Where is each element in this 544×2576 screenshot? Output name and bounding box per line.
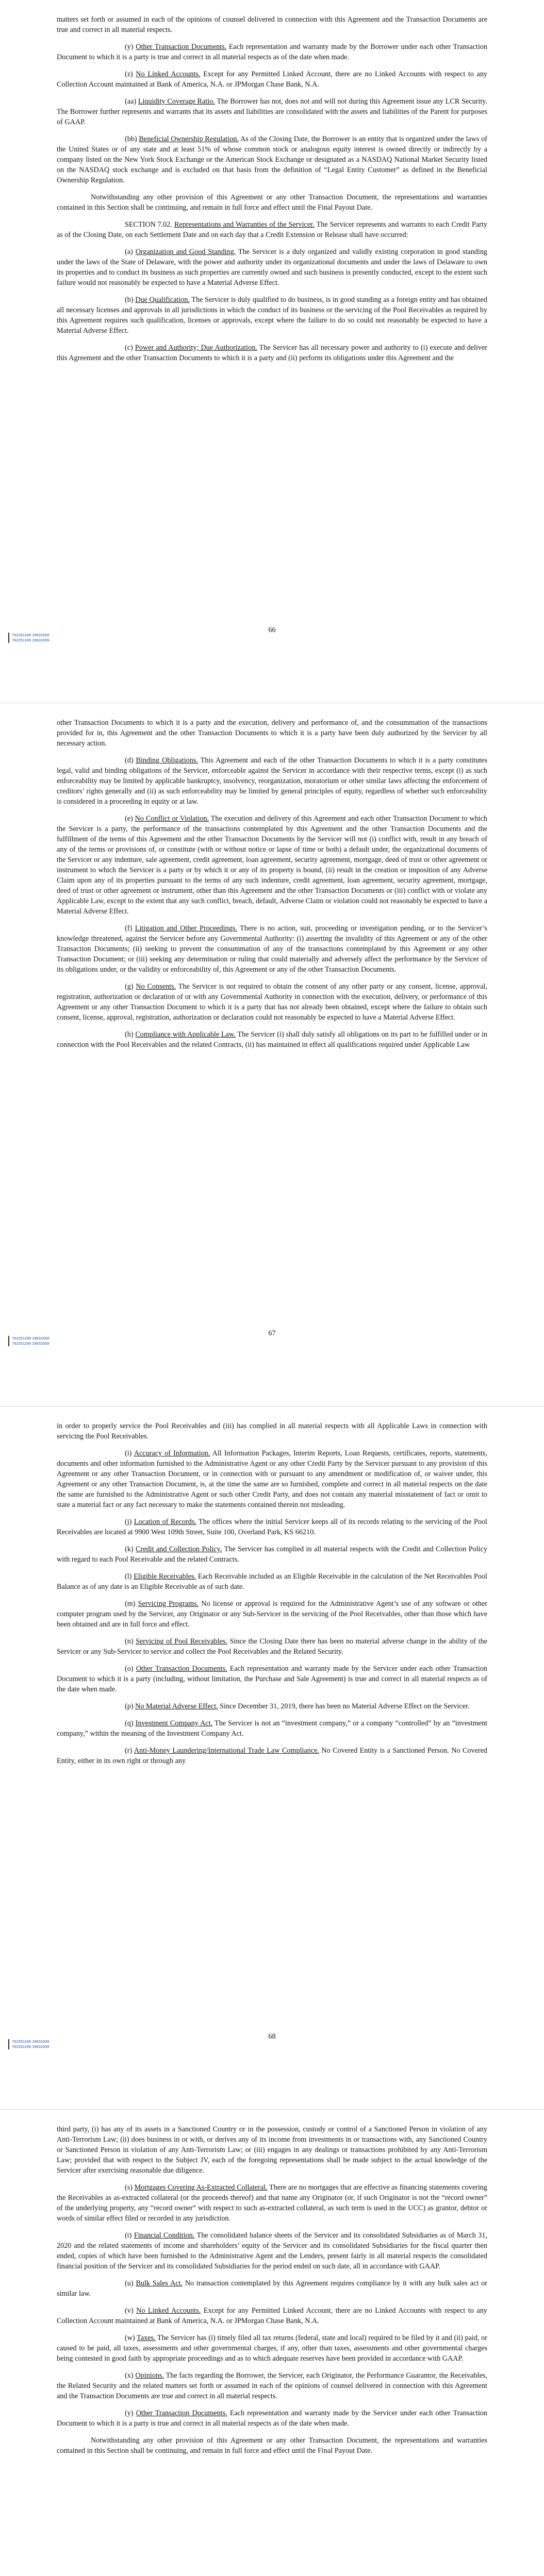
paragraph-text: The Servicer is duly qualified to do business, is in good standing as a foreign entity and has obtained all necessary licenses and approvals in all jurisdictions in which the conduct of its business or the servicing of the Pool Receivables as required by this Agreement requires such qualification, licenses or approvals, except where the failure to do so could not reasonably be expected to have a Material Adverse Effect. xyxy=(57,296,487,335)
paragraph-label: (m) xyxy=(125,1600,136,1608)
section-heading: Opinions. xyxy=(135,2371,164,2380)
paragraph xyxy=(57,1448,487,1510)
paragraph-text: The consolidated balance sheets of the Servicer and its consolidated Subsidiaries as of March 31, 2020 and the related statements of income and shareholders’ equity of the Servicer and its consolidated Subsidiaries for the fiscal quarter then ended, copies of which have been furnished to the Administrative Agent and the Lenders, present fairly in all material respects the consolidated financial position of the Servicer and its consolidated Subsidiaries for the period ended on such date, all in accordance with GAAP. xyxy=(57,2231,487,2270)
paragraph-text: The Servicer has (i) timely filed all tax returns (federal, state and local) required to be filed by it and (ii) paid, or caused to be paid, all taxes, assessments and other governmental charges, if any, other than taxes, assessments and other governmental charges being contested in good faith by appropriate proceedings and as to which adequate reserves have been provided in accordance with GAAP. xyxy=(57,2334,487,2363)
paragraph xyxy=(57,1421,487,1442)
paragraph xyxy=(57,755,487,807)
page-number: 66 xyxy=(268,626,276,634)
paragraph-text: The Servicer has complied in all material respects with the Credit and Collection Policy with regard to each Pool Receivable and the related Contracts. xyxy=(57,1545,487,1564)
section-heading: Anti-Money Laundering/International Trade Law Compliance. xyxy=(134,1747,319,1755)
paragraph-label: (a) xyxy=(125,248,133,256)
paragraph xyxy=(57,1664,487,1694)
paragraph xyxy=(57,96,487,127)
paragraph xyxy=(57,42,487,62)
paragraph-label: (n) xyxy=(125,1637,134,1646)
paragraph xyxy=(57,2278,487,2299)
paragraph-text: There is no action, suit, proceeding or investigation pending, or to the Servicer’s knowledge threatened, against the Servicer before any Governmental Authority: (i) asserting the invalidity of this Agreement or any of the other Transaction Documents; (ii) seeking to prevent the consummation of any of the transactions contemplated by this Agreement or any other Transaction Document; or (iii) seeking any determination or ruling that could materially and adversely affect the performance by the Servicer of its obligations under, or the validity or enforceability of, this Agreement or any of the other Transaction Documents. xyxy=(57,924,487,974)
paragraph-label: (y) xyxy=(125,2409,134,2417)
paragraph-label: (p) xyxy=(125,1702,134,1710)
section-heading: Mortgages Covering As-Extracted Collateral. xyxy=(134,2183,268,2192)
paragraph xyxy=(57,2435,487,2456)
section-heading: Due Qualification. xyxy=(135,296,190,304)
paragraph xyxy=(57,923,487,975)
paragraph-text: Since December 31, 2019, there has been no Material Adverse Effect on the Servicer. xyxy=(218,1702,470,1710)
section-heading: Location of Records. xyxy=(134,1518,196,1526)
paragraph-label: (g) xyxy=(125,982,134,991)
paragraph-label: (h) xyxy=(125,1030,134,1039)
paragraph-label: SECTION 7.02. xyxy=(125,221,172,229)
paragraph-text: Each representation and warranty made by the Servicer under each other Transaction Document to which it is a party (including, without limitation, the Purchase and Sale Agreement) is true and correct in all material respects as of the date when made. xyxy=(57,1665,487,1693)
paragraph-label: (b) xyxy=(125,296,134,304)
paragraph xyxy=(57,2124,487,2176)
paragraph xyxy=(57,1599,487,1630)
paragraph-text: No transaction contemplated by this Agreement requires compliance by it with any bulk sales act or similar law. xyxy=(57,2279,487,2298)
paragraph-text: Each representation and warranty made by the Servicer under each other Transaction Document to which it is a party is true and correct in all material respects as of the date when made. xyxy=(57,2409,487,2428)
paragraph xyxy=(57,1544,487,1565)
paragraph xyxy=(57,1701,487,1711)
document-page xyxy=(0,1406,544,2110)
paragraph xyxy=(57,219,487,240)
paragraph-text: Except for any Permitted Linked Account, there are no Linked Accounts with respect to any Collection Account maintained at Bank of America, N.A. or JPMorgan Chase Bank, N.A. xyxy=(57,2307,487,2325)
paragraph-text: The Servicer has all necessary power and authority to (i) execute and deliver this Agreement and the other Transaction Documents to which it is a party and (ii) perform its obligations under this Agreement and the xyxy=(57,344,487,362)
paragraph xyxy=(57,69,487,90)
page-body xyxy=(57,14,487,630)
paragraph-text: The Servicer is not an “investment company,” or a company “controlled” by an “investment company,” within the meaning of the Investment Company Act. xyxy=(57,1719,487,1738)
section-heading: Investment Company Act. xyxy=(135,1719,213,1727)
section-heading: Servicing of Pool Receivables. xyxy=(136,1637,227,1646)
paragraph-text: Since the Closing Date there has been no material adverse change in the ability of the Servicer or any Sub-Servicer to service and collect the Pool Receivables and the Related Security. xyxy=(57,1637,487,1656)
paragraph-label: (bb) xyxy=(125,135,137,143)
paragraph-label: (u) xyxy=(125,2279,134,2287)
document-reference-line: 762251189 19631659 xyxy=(12,1336,50,1341)
paragraph-text: Notwithstanding any other provision of this Agreement or any other Transaction Document, the representations and warranties contained in this Section shall be continuing, and remain in full force and effect until the Final Payout Date. xyxy=(57,193,487,212)
paragraph-text: The execution and delivery of this Agreement and each other Transaction Document to which the Servicer is a party, the performance of the transactions contemplated by this Agreement and the other Transaction Documents and the fulfillment of the terms of this Agreement and the other Transaction Documents by the Servicer will not (i) conflict with, result in any breach of any of the terms or provisions of, or constitute (with or without notice or lapse of time or both) a default under, the organizational documents of the Servicer or any indenture, sale agreement, credit agreement, loan agreement, security agreement, mortgage, deed of trust or other agreement or instrument to which the Servicer is a party or by which it or any of its property is bound, (ii) result in the creation or imposition of any Adverse Claim upon any of its properties pursuant to the terms of any such indenture, credit agreement, loan agreement, security agreement, mortgage, deed of trust or other agreement or instrument, other than this Agreement and the other Transaction Documents or (iii) conflict with or violate any Applicable Law, except to the extent that any such conflict, breach, default, Adverse Claim or violation could not reasonably be expected to have a Material Adverse Effect. xyxy=(57,815,487,916)
paragraph-label: (j) xyxy=(125,1518,132,1526)
paragraph-text: As of the Closing Date, the Borrower is an entity that is organized under the laws of the United States or of any state and at least 51% of whose common stock or analogous equity interest is owned directly or indirectly by a company listed on the New York Stock Exchange or the American Stock Exchange or designated as a NASDAQ National Market Security listed on the NASDAQ stock exchange and is excluded on that basis from the definition of “Legal Entity Customer” as defined in the Beneficial Ownership Regulation. xyxy=(57,135,487,184)
section-heading: Taxes. xyxy=(137,2334,156,2342)
paragraph-text: No license or approval is required for the Administrative Agent’s use of any software or other computer program used by the Servicer, any Originator or any Sub-Servicer in the servicing of the Pool Receivables, other than those which have been obtained and are in full force and effect. xyxy=(57,1600,487,1629)
paragraph xyxy=(57,981,487,1023)
paragraph-label: (y) xyxy=(125,43,134,51)
paragraph-text: The Servicer is a duly organized and validly existing corporation in good standing under the laws of the State of Delaware, with the power and authority under its organizational documents and under the laws of Delaware to own its properties and to conduct its business as such properties are currently owned and such business is presently conducted, except to the extent such failure would not reasonably be expected to have a Material Adverse Effect. xyxy=(57,248,487,287)
page-number: 67 xyxy=(268,1329,276,1337)
section-heading: Compliance with Applicable Law. xyxy=(135,1030,236,1039)
paragraph-text: The Servicer (i) shall duly satisfy all obligations on its part to be fulfilled under or in connection with the Pool Receivables and the related Contracts, (ii) has maintained in effect all qualifications required under Applicable Law xyxy=(57,1030,487,1049)
paragraph-label: (aa) xyxy=(125,97,137,106)
paragraph-text: The offices where the initial Servicer keeps all of its records relating to the servicing of the Pool Receivables are located at 9900 West 109th Street, Suite 100, Overland Park, KS 66210. xyxy=(57,1518,487,1536)
paragraph-label: (d) xyxy=(125,756,134,765)
paragraph xyxy=(57,814,487,917)
document-page xyxy=(0,703,544,1406)
section-heading: Litigation and Other Proceedings. xyxy=(135,924,237,933)
paragraph-label: (x) xyxy=(125,2371,134,2380)
paragraph xyxy=(57,1745,487,1766)
paragraph-label: (s) xyxy=(125,2183,133,2192)
section-heading: Other Transaction Documents. xyxy=(136,1665,227,1673)
section-heading: Servicing Programs. xyxy=(138,1600,199,1608)
paragraph xyxy=(57,134,487,185)
document-reference-line: 762251189 19631659 xyxy=(12,638,50,642)
paragraph-label: (q) xyxy=(125,1719,134,1727)
paragraph-label: (i) xyxy=(125,1449,132,1458)
section-heading: Representations and Warranties of the Servicer. xyxy=(174,221,315,229)
paragraph xyxy=(57,247,487,288)
paragraph xyxy=(57,2408,487,2429)
section-heading: Other Transaction Documents. xyxy=(136,2409,227,2417)
document-reference-line: 762251189 19631659 xyxy=(12,2039,50,2044)
document-page xyxy=(0,0,544,703)
paragraph-text: in order to properly service the Pool Receivables and (iii) has complied in all material respects with all Applicable Laws in connection with servicing the Pool Receivables. xyxy=(57,1422,487,1440)
document-reference xyxy=(8,2039,49,2049)
section-heading: Eligible Receivables. xyxy=(134,1572,196,1581)
paragraph-text: The Borrower has not, does not and will not during this Agreement issue any LCR Security. The Borrower further represents and warrants that its assets and liabilities are consolidated with the assets and liabilities of the Parent for purposes of GAAP. xyxy=(57,97,487,126)
paragraph xyxy=(57,2182,487,2224)
paragraph xyxy=(57,295,487,336)
document-page xyxy=(0,2110,544,2576)
section-heading: Credit and Collection Policy. xyxy=(136,1545,222,1553)
document-reference-line: 762251189 19631659 xyxy=(12,2044,50,2049)
paragraph-text: Except for any Permitted Linked Account, there are no Linked Accounts with respect to any Collection Account maintained at Bank of America, N.A. or JPMorgan Chase Bank, N.A. xyxy=(57,70,487,89)
paragraph xyxy=(57,1571,487,1592)
section-heading: Bulk Sales Act. xyxy=(136,2279,183,2287)
section-heading: Accuracy of Information. xyxy=(134,1449,210,1458)
paragraph-label: (l) xyxy=(125,1572,132,1581)
section-heading: Beneficial Ownership Regulation. xyxy=(139,135,239,143)
paragraph-text: Notwithstanding any other provision of this Agreement or any other Transaction Document, the representations and warranties contained in this Section shall be continuing, and remain in full force and effect until the Final Payout Date. xyxy=(57,2436,487,2455)
paragraph xyxy=(57,14,487,35)
section-heading: Other Transaction Documents. xyxy=(136,43,227,51)
page-number: 68 xyxy=(268,2032,276,2041)
paragraph xyxy=(57,343,487,363)
paragraph-text: third party, (i) has any of its assets in a Sanctioned Country or in the possession, custody or control of a Sanctioned Person in violation of any Anti-Terrorism Law; (ii) does business in or with, or derives any of its income from investments in or transactions with, any Sanctioned Country or Sanctioned Person in violation of any Anti-Terrorism Law; or (iii) engages in any dealings or transactions prohibited by any Anti-Terrorism Law; provided that with respect to the Subject JV, each of the foregoing representations shall be made subject to the actual knowledge of the Servicer after exercising reasonable due diligence. xyxy=(57,2125,487,2175)
section-heading: No Linked Accounts. xyxy=(136,2307,201,2315)
paragraph xyxy=(57,718,487,749)
section-heading: Organization and Good Standing. xyxy=(135,248,236,256)
paragraph xyxy=(57,2370,487,2401)
paragraph-text: There are no mortgages that are effective as financing statements covering the Receivables as as-extracted collateral (or the proceeds thereof) and that name any Originator (or, if such Originator is not the “record owner” of the underlying property, any “record owner” with respect to such as-extracted collateral, as such term is used in the UCC) as grantor, debtor or words of similar effect filed or recorded in any jurisdiction. xyxy=(57,2183,487,2223)
paragraph-text: Each Receivable included as an Eligible Receivable in the calculation of the Net Receivables Pool Balance as of any date is an Eligible Receivable as of such date. xyxy=(57,1572,487,1591)
paragraph-text: The Servicer represents and warrants to each Credit Party as of the Closing Date, on each Settlement Date and on each day that a Credit Extension or Release shall have occurred: xyxy=(57,221,487,239)
section-heading: No Conflict or Violation. xyxy=(135,815,209,823)
paragraph xyxy=(57,1718,487,1739)
paragraph-label: (r) xyxy=(125,1747,133,1755)
paragraph-label: (t) xyxy=(125,2231,132,2240)
paragraph xyxy=(57,192,487,213)
paragraph-text: Each representation and warranty made by the Borrower under each other Transaction Document to which it is a party is true and correct in all material respects as of the date when made. xyxy=(57,43,487,61)
document-reference xyxy=(8,633,49,643)
paragraph-text: No Covered Entity is a Sanctioned Person. No Covered Entity, either in its own right or through any xyxy=(57,1747,487,1765)
paragraph-text: The Servicer is not required to obtain the consent of any other party or any consent, license, approval, registration, authorization or declaration of or with any Governmental Authority in connection with the execution, delivery, or performance of this Agreement or any other Transaction Document to which it is a party that has not already been obtained, except where the failure to obtain such consent, license, approval, registration, authorization or declaration could not reasonably be expected to have a Material Adverse Effect. xyxy=(57,982,487,1022)
paragraph-label: (z) xyxy=(125,70,133,78)
page-body xyxy=(57,718,487,1333)
paragraph-text: All Information Packages, Interim Reports, Loan Requests, certificates, reports, statements, documents and other information furnished to the Administrative Agent or any other Credit Party by the Servicer pursuant to any provision of this Agreement or any other Transaction Document, or in connection with or pursuant to any amendment or modification of, or waiver under, this Agreement or any other Transaction Document, is, at the time the same are so furnished, complete and correct in all material respects on the date the same are furnished to the Administrative Agent or such other Credit Party, and does not contain any material misstatement of fact or omit to state a material fact or any fact necessary to make the statements contained therein not misleading. xyxy=(57,1449,487,1509)
paragraph-text: other Transaction Documents to which it is a party and the execution, delivery and performance of, and the consummation of the transactions provided for in, this Agreement and the other Transaction Documents to which it is a party have been duly authorized by the Servicer by all necessary action. xyxy=(57,719,487,748)
section-heading: No Material Adverse Effect. xyxy=(135,1702,218,1710)
paragraph xyxy=(57,1636,487,1657)
page-body xyxy=(57,2124,487,2576)
paragraph-label: (f) xyxy=(125,924,133,933)
document-reference-line: 762251189 19631659 xyxy=(12,1341,50,1346)
paragraph-text: This Agreement and each of the other Transaction Documents to which it is a party constitutes legal, valid and binding obligations of the Servicer, enforceable against the Servicer in accordance with their respective terms, except (i) as such enforceability may be limited by applicable bankruptcy, insolvency, reorganization, moratorium or other similar laws affecting the enforcement of creditors’ rights generally and (ii) as such enforceability may be limited by general principles of equity, regardless of whether such enforceability is considered in a proceeding in equity or at law. xyxy=(57,756,487,806)
page-body xyxy=(57,1421,487,2037)
paragraph-label: (e) xyxy=(125,815,133,823)
paragraph-label: (w) xyxy=(125,2334,135,2342)
section-heading: No Consents. xyxy=(136,982,176,991)
paragraph-label: (k) xyxy=(125,1545,134,1553)
paragraph xyxy=(57,1517,487,1537)
section-heading: Binding Obligations. xyxy=(136,756,198,765)
document-reference xyxy=(8,1336,49,1346)
document-reference-line: 762251189 19631659 xyxy=(12,633,50,637)
paragraph xyxy=(57,2306,487,2326)
paragraph-text: matters set forth or assumed in each of the opinions of counsel delivered in connection with this Agreement and the Transaction Documents are true and correct in all material respects. xyxy=(57,15,487,34)
paragraph-label: (v) xyxy=(125,2307,134,2315)
section-heading: Liquidity Coverage Ratio. xyxy=(138,97,215,106)
section-heading: Financial Condition. xyxy=(134,2231,195,2240)
paragraph-label: (o) xyxy=(125,1665,134,1673)
paragraph-label: (c) xyxy=(125,344,133,352)
section-heading: Power and Authority; Due Authorization. xyxy=(135,344,257,352)
paragraph xyxy=(57,1029,487,1050)
paragraph xyxy=(57,2333,487,2364)
section-heading: No Linked Accounts. xyxy=(136,70,201,78)
paragraph xyxy=(57,2230,487,2272)
paragraph-text: The facts regarding the Borrower, the Servicer, each Originator, the Performance Guarantor, the Receivables, the Related Security and the related matters set forth or assumed in each of the opinions of counsel delivered in connection with this Agreement and the Transaction Documents are true and correct in all material respects. xyxy=(57,2371,487,2400)
